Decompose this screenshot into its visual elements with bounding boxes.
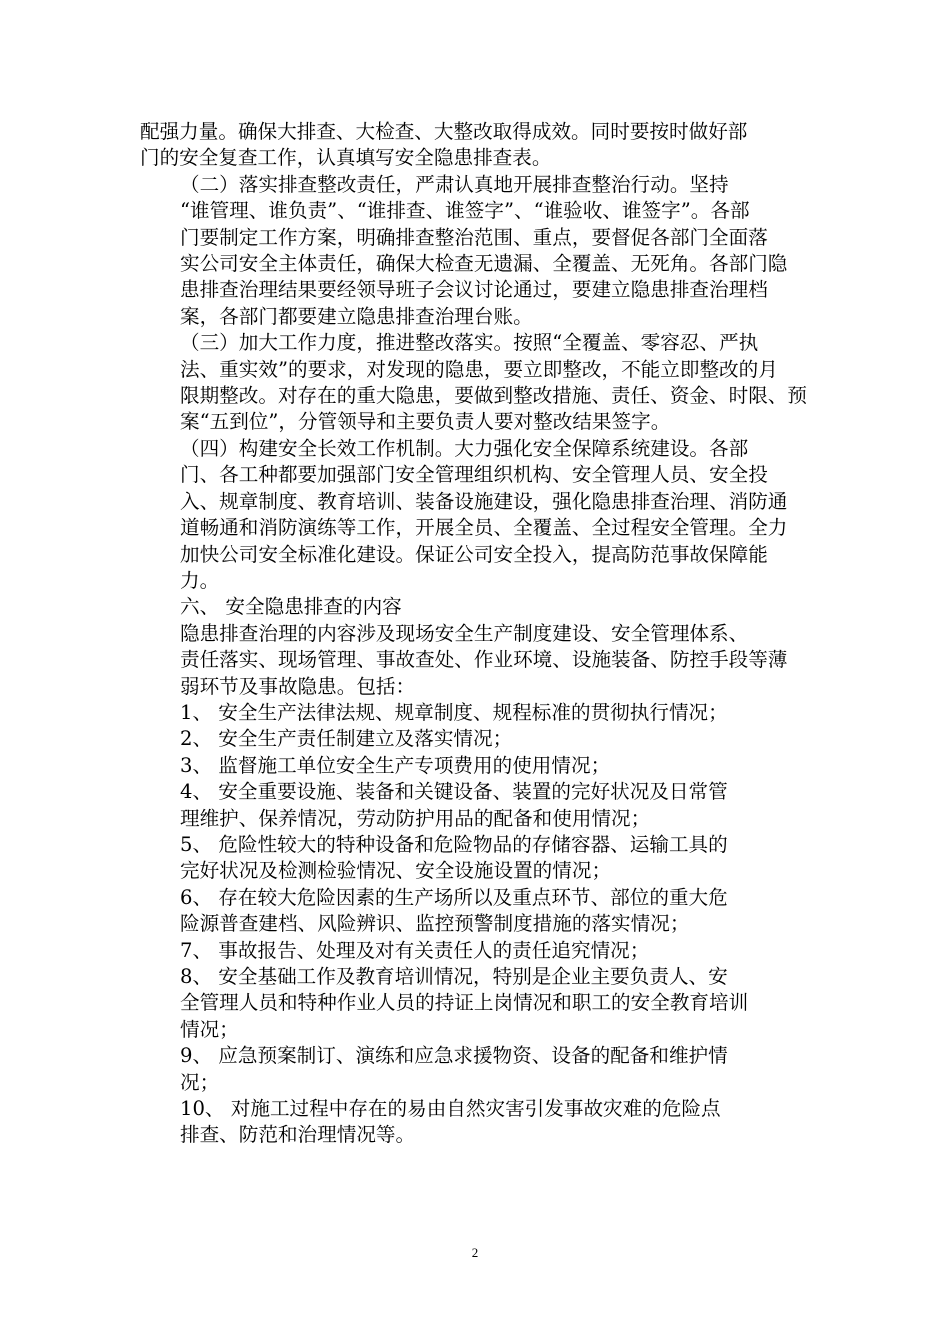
text-line: 10、 对施工过程中存在的易由自然灾害引发事故灾难的危险点 bbox=[180, 1097, 721, 1121]
paragraph-p13 bbox=[140, 964, 812, 1043]
paragraph-p10 bbox=[140, 832, 812, 885]
paragraph-p11 bbox=[140, 885, 812, 938]
text-line: 六、 安全隐患排查的内容 bbox=[180, 595, 402, 619]
text-line: 实公司安全主体责任，确保大检查无遗漏、全覆盖、无死角。各部门隐 bbox=[180, 252, 788, 276]
paragraph-p6 bbox=[140, 700, 812, 726]
text-line: 7、 事故报告、处理及对有关责任人的责任追究情况； bbox=[180, 938, 650, 962]
page-number: 2 bbox=[471, 1245, 479, 1260]
text-line: 门、各工种都要加强部门安全管理组织机构、安全管理人员、安全投 bbox=[180, 463, 768, 487]
paragraph-p8 bbox=[140, 753, 812, 779]
paragraph-p0 bbox=[140, 119, 812, 172]
paragraph-p5 bbox=[140, 621, 812, 700]
paragraph-p3 bbox=[140, 436, 812, 594]
text-line: 配强力量。确保大排查、大检查、大整改取得成效。同时要按时做好部 bbox=[140, 120, 748, 143]
text-line: 道畅通和消防演练等工作，开展全员、全覆盖、全过程安全管理。全力 bbox=[180, 516, 788, 540]
paragraph-p14 bbox=[140, 1043, 812, 1096]
text-line: 限期整改。对存在的重大隐患，要做到整改措施、责任、资金、时限、预 bbox=[180, 384, 807, 408]
text-line: 2、 安全生产责任制建立及落实情况； bbox=[180, 727, 513, 751]
text-line: （四）构建安全长效工作机制。大力强化安全保障系统建设。各部 bbox=[180, 436, 749, 460]
document-body bbox=[140, 119, 812, 1149]
text-line: 门的安全复查工作，认真填写安全隐患排查表。 bbox=[140, 146, 552, 170]
text-line: 入、规章制度、教育培训、装备设施建设，强化隐患排查治理、消防通 bbox=[180, 489, 788, 513]
text-line: 加快公司安全标准化建设。保证公司安全投入，提高防范事故保障能 bbox=[180, 542, 768, 566]
text-line: 案“五到位”，分管领导和主要负责人要对整改结果签字。 bbox=[180, 410, 671, 434]
text-line: “谁管理、谁负责”、“谁排查、谁签字”、“谁验收、谁签字”。各部 bbox=[180, 199, 750, 223]
text-line: 法、重实效”的要求，对发现的隐患，要立即整改，不能立即整改的月 bbox=[180, 357, 778, 381]
text-line: 责任落实、现场管理、事故查处、作业环境、设施装备、防控手段等薄 bbox=[180, 648, 788, 672]
paragraph-p15 bbox=[140, 1096, 812, 1149]
text-line: 完好状况及检测检验情况、安全设施设置的情况； bbox=[180, 859, 612, 883]
text-line: 情况； bbox=[180, 1017, 239, 1041]
text-line: 案，各部门都要建立隐患排查治理台账。 bbox=[180, 304, 533, 328]
text-line: 3、 监督施工单位安全生产专项费用的使用情况； bbox=[180, 753, 611, 777]
text-line: 理维护、保养情况，劳动防护用品的配备和使用情况； bbox=[180, 806, 651, 830]
paragraph-p12 bbox=[140, 938, 812, 964]
paragraph-p2 bbox=[140, 330, 812, 436]
text-line: 9、 应急预案制订、演练和应急求援物资、设备的配备和维护情 bbox=[180, 1044, 728, 1068]
text-line: 6、 存在较大危险因素的生产场所以及重点环节、部位的重大危 bbox=[180, 885, 728, 909]
text-line: （三）加大工作力度，推进整改落实。按照“全覆盖、零容忍、严执 bbox=[180, 331, 759, 355]
text-line: 4、 安全重要设施、装备和关键设备、装置的完好状况及日常管 bbox=[180, 780, 728, 804]
text-line: 1、 安全生产法律法规、规章制度、规程标准的贯彻执行情况； bbox=[180, 700, 728, 724]
text-line: （二）落实排查整改责任，严肃认真地开展排查整治行动。坚持 bbox=[180, 172, 729, 196]
paragraph-p1 bbox=[140, 172, 812, 330]
text-line: 门要制定工作方案，明确排查整治范围、重点，要督促各部门全面落 bbox=[180, 225, 768, 249]
text-line: 力。 bbox=[180, 568, 220, 592]
paragraph-p4 bbox=[140, 594, 812, 620]
text-line: 5、 危险性较大的特种设备和危险物品的存储容器、运输工具的 bbox=[180, 832, 728, 856]
paragraph-p9 bbox=[140, 779, 812, 832]
paragraph-p7 bbox=[140, 726, 812, 752]
text-line: 排查、防范和治理情况等。 bbox=[180, 1123, 416, 1147]
text-line: 况； bbox=[180, 1070, 220, 1094]
text-line: 险源普查建档、风险辨识、监控预警制度措施的落实情况； bbox=[180, 912, 690, 936]
text-line: 隐患排查治理的内容涉及现场安全生产制度建设、安全管理体系、 bbox=[180, 621, 749, 645]
text-line: 患排查治理结果要经领导班子会议讨论通过，要建立隐患排查治理档 bbox=[180, 278, 768, 302]
text-line: 弱环节及事故隐患。包括： bbox=[180, 674, 416, 698]
text-line: 8、 安全基础工作及教育培训情况，特别是企业主要负责人、安 bbox=[180, 965, 728, 988]
text-line: 全管理人员和特种作业人员的持证上岗情况和职工的安全教育培训 bbox=[180, 991, 749, 1015]
